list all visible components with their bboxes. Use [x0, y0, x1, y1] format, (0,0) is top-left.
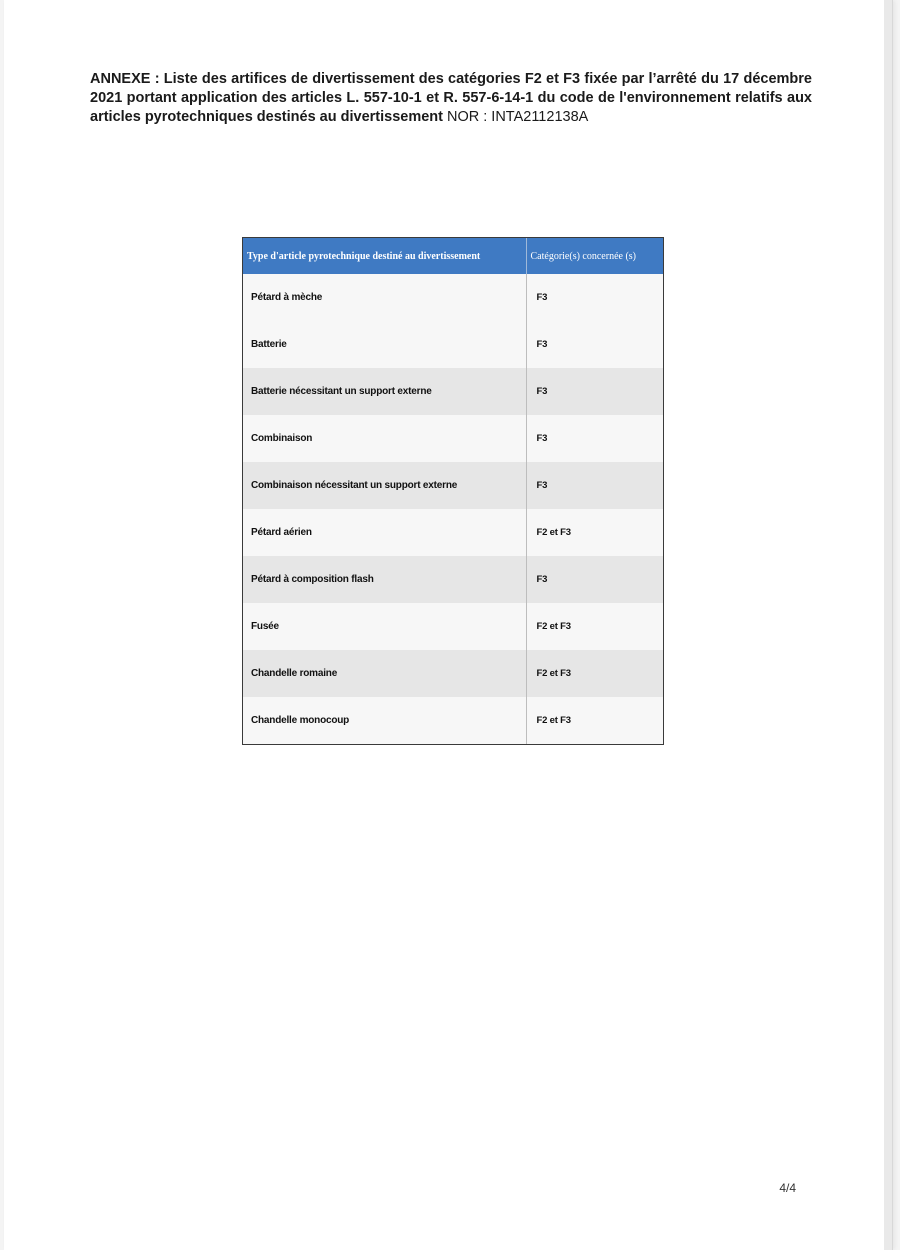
row-category: F3 [526, 321, 663, 368]
column-header-type: Type d'article pyrotechnique destiné au divertissement [243, 238, 526, 274]
table-row [243, 462, 663, 509]
table-row [243, 321, 663, 368]
table-header-row [243, 238, 663, 274]
table-row [243, 556, 663, 603]
row-type: Combinaison nécessitant un support externe [243, 462, 526, 509]
annex-heading [90, 70, 812, 127]
row-type: Chandelle monocoup [243, 697, 526, 744]
row-type: Pétard à mèche [243, 274, 526, 321]
row-type: Pétard à composition flash [243, 556, 526, 603]
row-category: F2 et F3 [526, 509, 663, 556]
row-type: Chandelle romaine [243, 650, 526, 697]
row-category: F3 [526, 274, 663, 321]
document-page [4, 0, 893, 1250]
row-category: F3 [526, 368, 663, 415]
row-category: F3 [526, 556, 663, 603]
table-row [243, 603, 663, 650]
row-type: Batterie nécessitant un support externe [243, 368, 526, 415]
annex-label: ANNEXE : [90, 71, 160, 87]
table-row [243, 509, 663, 556]
table-row [243, 368, 663, 415]
row-category: F3 [526, 462, 663, 509]
table-row [243, 415, 663, 462]
pyrotechnic-table [242, 237, 664, 745]
table-row [243, 274, 663, 321]
table-row [243, 697, 663, 744]
row-category: F2 et F3 [526, 650, 663, 697]
row-type: Fusée [243, 603, 526, 650]
row-category: F2 et F3 [526, 697, 663, 744]
annex-reference: NOR : INTA2112138A [447, 109, 589, 125]
column-header-category: Catégorie(s) concernée (s) [526, 238, 663, 274]
row-category: F2 et F3 [526, 603, 663, 650]
annex-title: Liste des artifices de divertissement des catégories F2 et F3 fixée par l’arrêté du 17 décembre 2021 portant application des articles L. 557-10-1 et R. 557-6-14-1 du code de l'environnement relatifs aux articles pyrotechniques destinés au divertissement [90, 71, 812, 125]
row-type: Batterie [243, 321, 526, 368]
page-edge [884, 0, 892, 1250]
table-row [243, 650, 663, 697]
row-type: Combinaison [243, 415, 526, 462]
row-category: F3 [526, 415, 663, 462]
page-number: 4/4 [779, 1181, 796, 1195]
row-type: Pétard aérien [243, 509, 526, 556]
